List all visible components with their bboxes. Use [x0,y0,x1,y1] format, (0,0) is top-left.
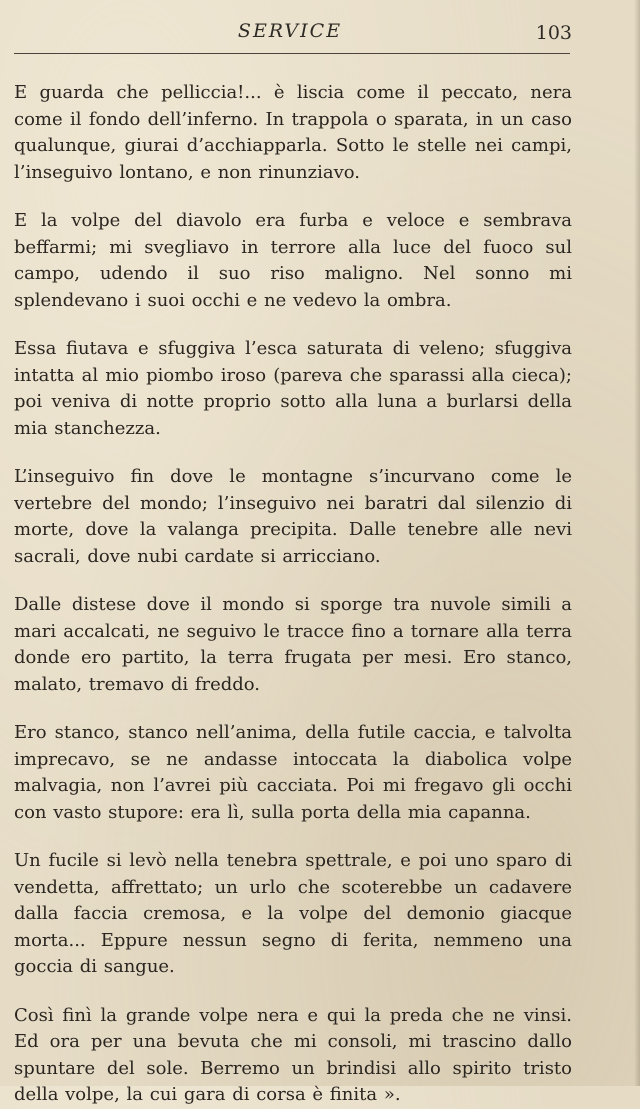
body-text [14,80,572,1109]
paragraph-1: E guarda che pelliccia!... è liscia come il peccato, nera come il fondo dell’inferno. In trappola o sparata, in un caso qualunque, giurai d’acchiapparla. Sotto le stelle nei campi, l’inseguivo lontano, e non rinunziavo. [14,82,572,183]
page-edge-shadow [634,0,640,1086]
paragraph-8: Così finì la grande volpe nera e qui la preda che ne vinsi. Ed ora per una bevuta che mi consoli, mi trascino dallo spuntare del sole. Berremo un brindisi allo spirito tristo della volpe, la cui gara di corsa è finita ». [14,1004,572,1105]
header-rule [14,53,570,54]
paragraph-7: Un fucile si levò nella tenebra spettrale, e poi uno sparo di vendetta, affrettato; un urlo che scoterebbe un cadavere dalla faccia cremosa, e la volpe del demonio giacque morta... Eppure nessun segno di ferita, nemmeno una goccia di sangue. [14,850,572,977]
paragraph-3: Essa fiutava e sfuggiva l’esca saturata di veleno; sfuggiva intatta al mio piombo iroso (pareva che sparassi alla cieca); poi veniva di notte proprio sotto alla luna a burlarsi della mia stanchezza. [14,338,572,439]
paragraph-5: Dalle distese dove il mondo si sporge tra nuvole simili a mari accalcati, ne seguivo le tracce fino a tornare alla terra donde ero partito, la terra frugata per mesi. Ero stanco, malato, tremavo di freddo. [14,594,572,695]
paragraph-2: E la volpe del diavolo era furba e veloce e sembrava beffarmi; mi svegliavo in terrore alla luce del fuoco sul campo, udendo il suo riso maligno. Nel sonno mi splendevano i suoi occhi e ne vedevo la ombra. [14,210,572,311]
running-head [0,18,640,48]
paragraph-6: Ero stanco, stanco nell’anima, della futile caccia, e talvolta imprecavo, se ne andasse intoccata la diabolica volpe malvagia, non l’avrei più cacciata. Poi mi fregavo gli occhi con vasto stupore: era lì, sulla porta della mia capanna. [14,722,572,823]
paragraph-4: L’inseguivo fin dove le montagne s’incurvano come le vertebre del mondo; l’inseguivo nei baratri dal silenzio di morte, dove la valanga precipita. Dalle tenebre alle nevi sacrali, dove nubi cardate si arricciano. [14,466,572,567]
running-title: SERVICE [237,20,343,42]
page-number: 103 [535,22,572,44]
